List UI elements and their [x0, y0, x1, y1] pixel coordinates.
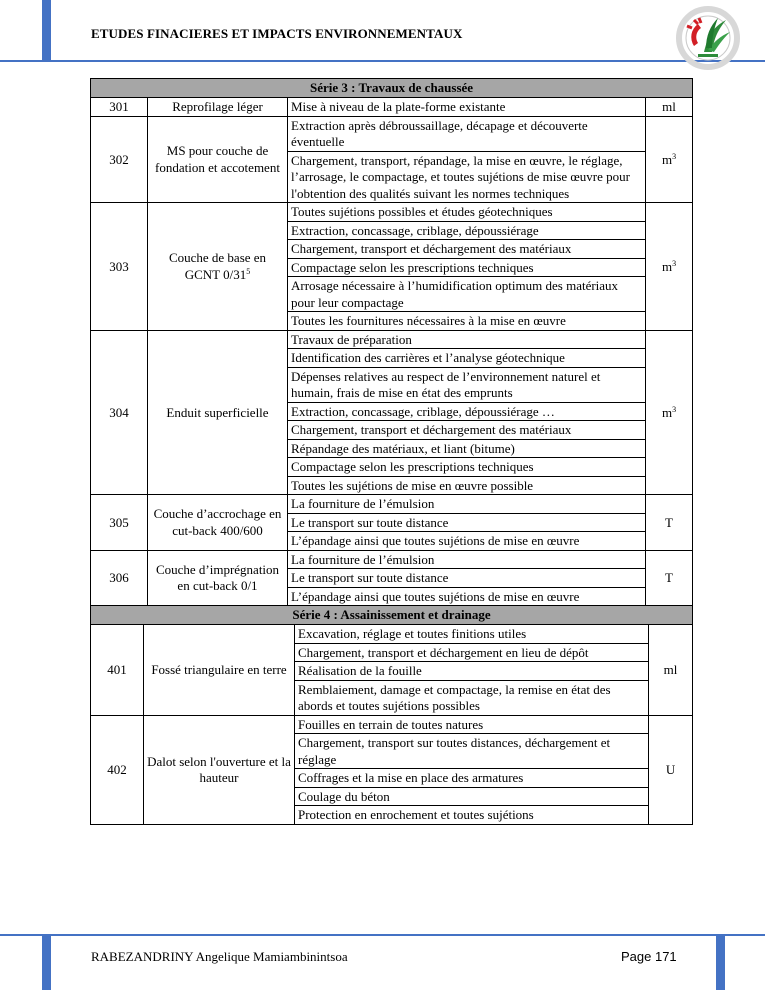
footer-author: RABEZANDRINY Angelique Mamiambinintsoa — [91, 949, 348, 964]
table-row — [91, 116, 693, 151]
serie-4-title: Série 4 : Assainissement et drainage — [91, 606, 693, 625]
table-row — [91, 715, 693, 734]
task-description: Protection en enrochement et toutes sujétions — [295, 806, 649, 825]
task-description: Excavation, réglage et toutes finitions utiles — [295, 625, 649, 644]
footer-accent-bar-right — [716, 936, 725, 990]
task-description: Répandage des matériaux, et liant (bitume) — [288, 439, 646, 458]
table-row — [91, 550, 693, 569]
item-designation: Dalot selon l'ouverture et la hauteur — [144, 715, 295, 824]
item-designation: Couche de base en GCNT $0/31^5$ — [148, 203, 288, 331]
table-row — [91, 495, 693, 514]
footer-accent-bar-left — [42, 936, 51, 990]
serie-3-title: Série 3 : Travaux de chaussée — [91, 79, 693, 98]
task-description: Extraction après débroussaillage, décapage et découverte éventuelle — [288, 116, 646, 151]
item-code: 303 — [91, 203, 148, 331]
task-description: L’épandage ainsi que toutes sujétions de mise en œuvre — [288, 532, 646, 551]
task-description: Travaux de préparation — [288, 330, 646, 349]
task-description: Compactage selon les prescriptions techniques — [288, 458, 646, 477]
task-description: Remblaiement, damage et compactage, la remise en état des abords et toutes sujétions possibles — [295, 680, 649, 715]
item-code: 305 — [91, 495, 148, 551]
task-description: Fouilles en terrain de toutes natures — [295, 715, 649, 734]
header-rule — [0, 60, 765, 62]
item-code: 401 — [91, 625, 144, 716]
task-description: Chargement, transport sur toutes distances, déchargement et réglage — [295, 734, 649, 769]
table-row — [91, 98, 693, 117]
university-logo-icon — [668, 6, 748, 70]
item-unit: ml — [649, 625, 693, 716]
task-description: Compactage selon les prescriptions techniques — [288, 258, 646, 277]
item-code: 402 — [91, 715, 144, 824]
task-description: La fourniture de l’émulsion — [288, 495, 646, 514]
item-code: 306 — [91, 550, 148, 606]
item-designation: Couche d’accrochage en cut-back 400/600 — [148, 495, 288, 551]
task-description: Identification des carrières et l’analyse géotechnique — [288, 349, 646, 368]
item-designation: MS pour couche de fondation et accotement — [148, 116, 288, 203]
header-title: ETUDES FINACIERES ET IMPACTS ENVIRONNEMENTAUX — [91, 26, 463, 41]
task-description: Extraction, concassage, criblage, dépoussiérage — [288, 221, 646, 240]
item-designation: Couche d’imprégnation en cut-back 0/1 — [148, 550, 288, 606]
table-row — [91, 330, 693, 349]
item-designation: Fossé triangulaire en terre — [144, 625, 295, 716]
item-code: 302 — [91, 116, 148, 203]
task-description: Mise à niveau de la plate-forme existante — [288, 98, 646, 117]
table-row — [91, 625, 693, 644]
task-description: Le transport sur toute distance — [288, 569, 646, 588]
item-unit: $m^3$ — [646, 203, 693, 331]
task-description: Réalisation de la fouille — [295, 662, 649, 681]
item-code: 301 — [91, 98, 148, 117]
task-description: Chargement, transport et déchargement des matériaux — [288, 240, 646, 259]
task-description: Toutes les sujétions de mise en œuvre possible — [288, 476, 646, 495]
item-designation: Reprofilage léger — [148, 98, 288, 117]
item-unit: ml — [646, 98, 693, 117]
task-description: Arrosage nécessaire à l’humidification optimum des matériaux pour leur compactage — [288, 277, 646, 312]
task-description: Dépenses relatives au respect de l’environnement naturel et humain, frais de mise en état des emprunts — [288, 367, 646, 402]
task-description: Chargement, transport et déchargement des matériaux — [288, 421, 646, 440]
task-description: Toutes sujétions possibles et études géotechniques — [288, 203, 646, 222]
item-code: 304 — [91, 330, 148, 495]
works-table — [90, 78, 692, 825]
item-unit: T — [646, 495, 693, 551]
task-description: Chargement, transport et déchargement en lieu de dépôt — [295, 643, 649, 662]
footer-rule — [0, 934, 765, 936]
item-unit: $m^3$ — [646, 116, 693, 203]
item-unit: $m^3$ — [646, 330, 693, 495]
task-description: Extraction, concassage, criblage, dépoussiérage … — [288, 402, 646, 421]
header-accent-bar — [42, 0, 51, 60]
table-row — [91, 203, 693, 222]
task-description: Toutes les fournitures nécessaires à la mise en œuvre — [288, 312, 646, 331]
task-description: Coffrages et la mise en place des armatures — [295, 769, 649, 788]
task-description: Coulage du béton — [295, 787, 649, 806]
item-designation: Enduit superficielle — [148, 330, 288, 495]
item-unit: U — [649, 715, 693, 824]
item-unit: T — [646, 550, 693, 606]
page-number: Page 171 — [621, 949, 677, 964]
task-description: L’épandage ainsi que toutes sujétions de mise en œuvre — [288, 587, 646, 606]
task-description: Chargement, transport, répandage, la mise en œuvre, le réglage, l’arrosage, le compactage, et toutes sujétions de mise œuvre pour l'obtention des qualités suivant les normes techniques — [288, 151, 646, 203]
serie-4-table — [90, 606, 693, 825]
task-description: Le transport sur toute distance — [288, 513, 646, 532]
serie-3-table — [90, 78, 693, 606]
task-description: La fourniture de l’émulsion — [288, 550, 646, 569]
